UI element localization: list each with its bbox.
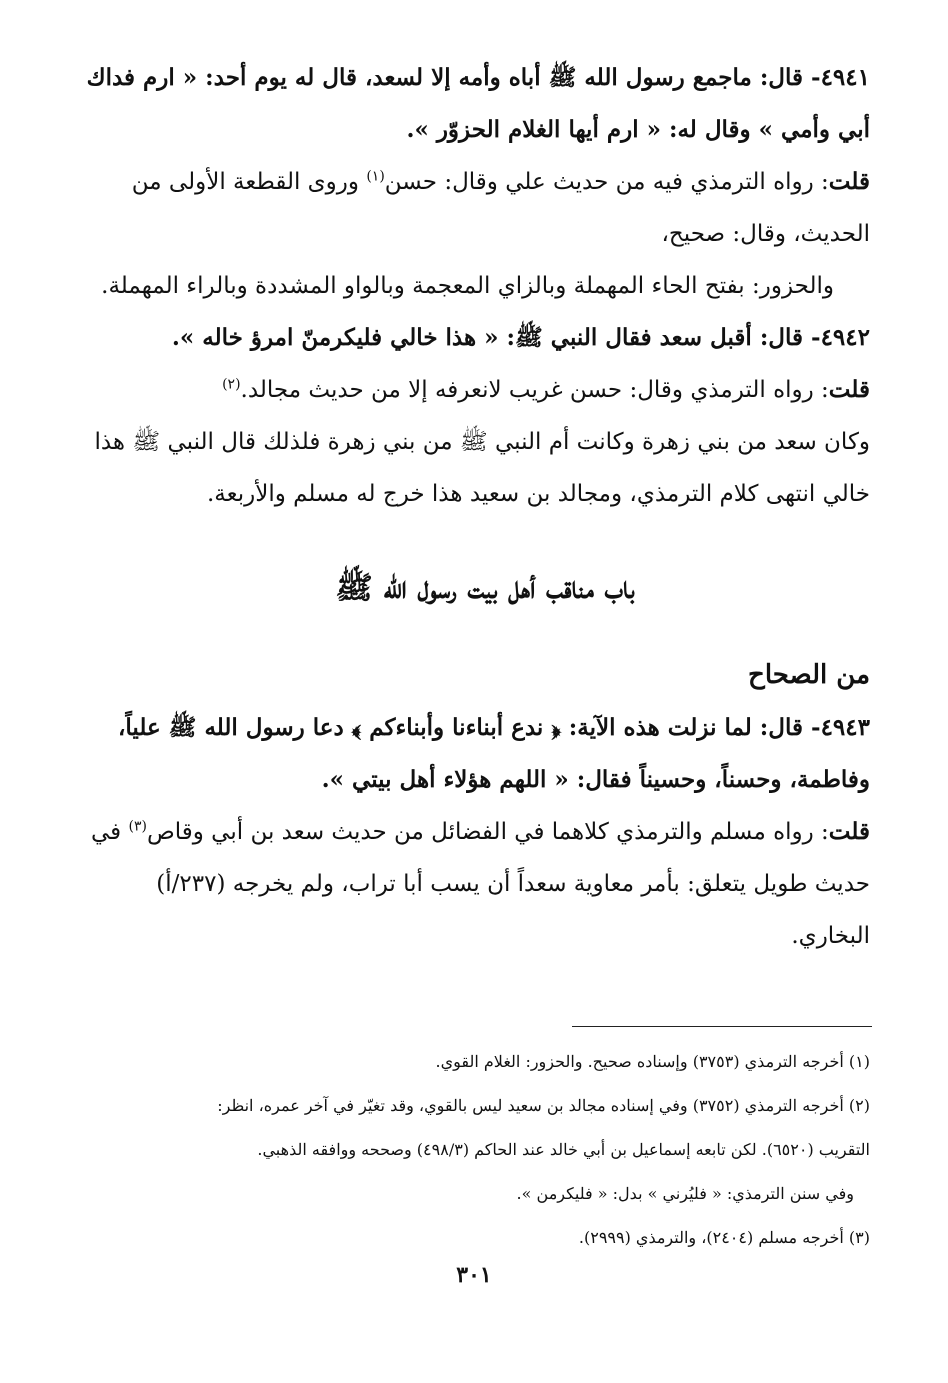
gloss-hazawwar: والحزور: بفتح الحاء المهملة وبالزاي المعجمة وبالواو المشددة وبالراء المهملة.	[101, 273, 834, 299]
page-number: ٣٠١	[456, 1262, 492, 1288]
footnote-2: (٢) أخرجه الترمذي (٣٧٥٢) وفي إسناده مجالد بن سعيد ليس بالقوي، وقد تغيّر في آخر عمره، انظر:	[217, 1096, 870, 1115]
footnote-2-cont: التقريب (٦٥٢٠). لكن تابعه إسماعيل بن أبي خالد عند الحاكم (٤٩٨/٣) وصححه ووافقه الذهبي.	[257, 1140, 870, 1159]
commentary-text: : رواه الترمذي فيه من حديث علي وقال: حسن	[384, 169, 829, 195]
hadith-4941-line-1: ٤٩٤١- قال: ماجمع رسول الله ﷺ أباه وأمه إلا لسعد، قال له يوم أحد: « ارم فداك	[86, 64, 870, 91]
footnotes	[88, 1040, 870, 1260]
footnote-3: (٣) أخرجه مسلم (٢٤٠٤)، والترمذي (٢٩٩٩).	[578, 1228, 870, 1247]
section-title: باب مناقب أهل بيت رسول الله ﷺ	[335, 570, 635, 606]
footnote-2-cont-2: وفي سنن الترمذي: « فليُرني » بدل: « فليكرمن ».	[516, 1184, 854, 1203]
footnote-mark-2[interactable]: (٢)	[222, 376, 241, 393]
qultu-label: قلت	[828, 376, 870, 403]
qultu-label: قلت	[828, 818, 870, 845]
commentary-text: : رواه مسلم والترمذي كلاهما في الفضائل من حديث سعد بن أبي وقاص	[146, 819, 829, 845]
footnote-mark-1[interactable]: (١)	[366, 168, 385, 185]
commentary-4941-line-1	[100, 156, 870, 208]
commentary-4942-line-1	[100, 364, 870, 416]
hadith-4943-line-2: وفاطمة، وحسناً، وحسيناً فقال: « اللهم هؤلاء أهل بيتي ».	[321, 766, 870, 793]
commentary-4943-line-2: حديث طويل يتعلق: بأمر معاوية سعداً أن يسب أبا تراب، ولم يخرجه (٢٣٧/أ)	[156, 871, 870, 897]
commentary-tail: وروى القطعة الأولى من	[131, 169, 367, 195]
footnote-divider	[572, 1026, 872, 1027]
commentary-4942-line-3: خالي انتهى كلام الترمذي، ومجالد بن سعيد هذا خرج له مسلم والأربعة.	[206, 481, 870, 507]
commentary-text: : رواه الترمذي وقال: حسن غريب لانعرفه إلا من حديث مجالد.	[240, 377, 829, 403]
commentary-4943-line-3: البخاري.	[791, 923, 870, 949]
qultu-label: قلت	[828, 168, 870, 195]
commentary-tail: في	[91, 819, 129, 845]
footnote-mark-3[interactable]: (٣)	[128, 818, 147, 835]
commentary-4943-line-1	[91, 806, 870, 858]
hadith-4943-line-1: ٤٩٤٣- قال: لما نزلت هذه الآية: ﴿ ندع أبناءنا وأبناءكم ﴾ دعا رسول الله ﷺ علياً،	[117, 714, 870, 741]
commentary-4942-line-2: وكان سعد من بني زهرة وكانت أم النبي ﷺ من بني زهرة فلذلك قال النبي ﷺ هذا	[94, 429, 870, 455]
hadith-4941-line-2: أبي وأمي » وقال له: « ارم أيها الغلام الحزوّر ».	[406, 116, 870, 143]
footnote-1: (١) أخرجه الترمذي (٣٧٥٣) وإسناده صحيح. والحزور: الغلام القوي.	[435, 1052, 870, 1071]
hadith-4942: ٤٩٤٢- قال: أقبل سعد فقال النبي ﷺ: « هذا خالي فليكرمنّ امرؤ خاله ».	[171, 324, 870, 351]
commentary-4941-line-2: الحديث، وقال: صحيح،	[661, 221, 870, 247]
main-text	[86, 52, 870, 962]
subsection-title: من الصحاح	[748, 660, 870, 690]
